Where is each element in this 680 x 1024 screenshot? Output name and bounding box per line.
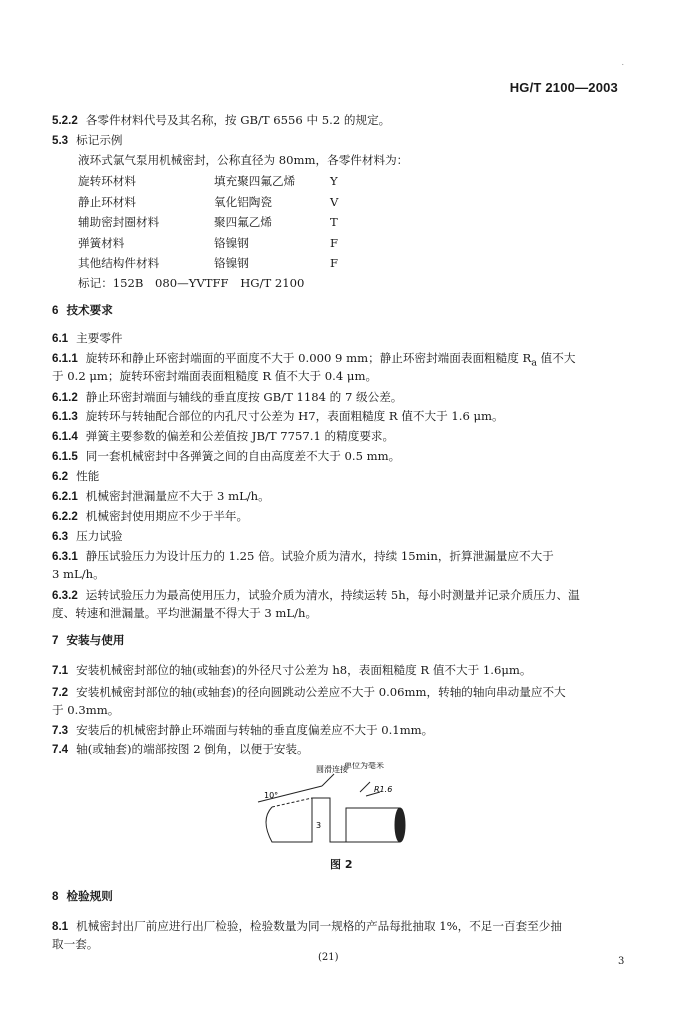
material-part: 其他结构件材料 — [78, 256, 160, 270]
clause-text: 机械密封使用期应不少于半年。 — [85, 509, 249, 523]
clause-text: 机械密封出厂前应进行出厂检验，检验数量为同一规格的产品每批抽取 1%，不足一百套至少抽 — [76, 919, 562, 933]
clause-7-1 — [52, 662, 531, 679]
smooth-connection-label: 圆滑连接 — [316, 765, 348, 774]
clause-number: 6.3.2 — [52, 589, 78, 602]
clause-number: 6.3.1 — [52, 550, 78, 563]
clause-5-2-2 — [52, 112, 390, 129]
clause-8-1-cont: 取一套。 — [52, 937, 99, 951]
material-code: V — [330, 195, 339, 209]
sheet-number: 3 — [618, 956, 625, 967]
clause-text: 各零件材料代号及其名称，按 GB/T 6556 中 5.2 的规定。 — [85, 113, 391, 127]
clause-number: 5.2.2 — [52, 114, 78, 127]
clause-6-1-3 — [52, 408, 504, 425]
section-8-heading — [52, 888, 113, 905]
section-6-heading — [52, 302, 113, 319]
dimension-label: 3 — [316, 821, 322, 830]
clause-6-1-5 — [52, 448, 400, 465]
section-number: 8 — [52, 890, 59, 903]
section-number: 6 — [52, 304, 59, 317]
standard-number: HG/T 2100—2003 — [509, 80, 618, 95]
clause-text: 轴(或轴套)的端部按图 2 倒角，以便于安装。 — [76, 742, 309, 756]
clause-number: 6.1.2 — [52, 391, 78, 404]
clause-7-3 — [52, 722, 433, 739]
material-name: 氧化铝陶瓷 — [214, 195, 272, 209]
material-name: 铬镍钢 — [214, 236, 249, 250]
material-part: 弹簧材料 — [78, 236, 125, 250]
clause-6-1-4 — [52, 428, 394, 445]
corner-mark: . — [621, 58, 624, 67]
clause-6-2 — [52, 468, 99, 485]
material-name: 填充聚四氟乙烯 — [214, 174, 296, 188]
material-code: Y — [330, 174, 338, 188]
clause-text: 同一套机械密封中各弹簧之间的自由高度差不大于 0.5 mm。 — [85, 449, 401, 463]
section-number: 7 — [52, 634, 59, 647]
clause-7-2-cont: 于 0.3mm。 — [52, 703, 120, 717]
clause-text: 旋转环与转轴配合部位的内孔尺寸公差为 H7，表面粗糙度 R 值不大于 1.6 μm。 — [85, 409, 504, 423]
clause-number: 7.2 — [52, 686, 69, 699]
clause-title: 主要零件 — [76, 331, 123, 345]
marking-example: 标记：152B 080—YVTFF HG/T 2100 — [78, 276, 305, 290]
clause-6-3-1-cont: 3 mL/h。 — [52, 567, 105, 581]
clause-text: 机械密封泄漏量应不大于 3 mL/h。 — [85, 489, 270, 503]
material-part: 旋转环材料 — [78, 174, 136, 188]
clause-8-1 — [52, 918, 562, 935]
clause-number: 5.3 — [52, 134, 69, 147]
clause-number: 6.2 — [52, 470, 69, 483]
clause-number: 6.1.3 — [52, 410, 78, 423]
roughness-label: R1.6 — [374, 785, 393, 794]
clause-text: 弹簧主要参数的偏差和公差值按 JB/T 7757.1 的精度要求。 — [85, 429, 395, 443]
clause-title: 压力试验 — [76, 529, 123, 543]
clause-7-2 — [52, 684, 566, 701]
section-title: 检验规则 — [66, 889, 113, 903]
material-code: T — [330, 215, 338, 229]
material-name: 聚四氟乙烯 — [214, 215, 272, 229]
clause-number: 6.1 — [52, 332, 69, 345]
clause-text: 安装机械密封部位的轴(或轴套)的外径尺寸公差为 h8，表面粗糙度 R 值不大于 1.6μm。 — [76, 663, 532, 677]
figure-2-chamfer-drawing — [250, 762, 420, 852]
clause-number: 6.1.1 — [52, 352, 78, 365]
page-number: (21) — [318, 952, 339, 963]
clause-number: 8.1 — [52, 920, 69, 933]
clause-6-2-2 — [52, 508, 248, 525]
clause-text: 旋转环和静止环密封端面的平面度不大于 0.000 9 mm；静止环密封端面表面粗糙度 $R_a$ 值不大 — [85, 351, 576, 369]
clause-number: 7.4 — [52, 743, 69, 756]
unit-label: 单位为毫米 — [344, 762, 384, 770]
angle-label: 10° — [264, 791, 279, 800]
clause-6-3-2-cont: 度、转速和泄漏量。平均泄漏量不得大于 3 mL/h。 — [52, 606, 318, 620]
clause-number: 6.1.5 — [52, 450, 78, 463]
clause-number: 7.3 — [52, 724, 69, 737]
section-title: 安装与使用 — [66, 633, 125, 647]
clause-number: 6.2.1 — [52, 490, 78, 503]
clause-title: 标记示例 — [76, 133, 123, 147]
material-part: 辅助密封圈材料 — [78, 215, 160, 229]
material-code: F — [330, 236, 339, 250]
clause-text: 安装后的机械密封静止环端面与转轴的垂直度偏差应不大于 0.1mm。 — [76, 723, 434, 737]
clause-text: 安装机械密封部位的轴(或轴套)的径向圆跳动公差应不大于 0.06mm，转轴的轴向串动量应不大 — [76, 685, 566, 699]
clause-text: 静止环密封端面与辅线的垂直度按 GB/T 1184 的 7 级公差。 — [85, 390, 403, 404]
clause-7-4 — [52, 741, 309, 758]
material-part: 静止环材料 — [78, 195, 136, 209]
clause-number: 7.1 — [52, 664, 69, 677]
clause-6-3 — [52, 528, 123, 545]
clause-5-3 — [52, 132, 123, 149]
section-7-heading — [52, 632, 124, 649]
clause-6-1 — [52, 330, 123, 347]
material-name: 铬镍钢 — [214, 256, 249, 270]
clause-number: 6.3 — [52, 530, 69, 543]
clause-6-1-2 — [52, 389, 402, 406]
clause-number: 6.1.4 — [52, 430, 78, 443]
clause-6-2-1 — [52, 488, 270, 505]
clause-6-1-1-cont: 于 0.2 μm；旋转环密封端面表面粗糙度 R 值不大于 0.4 μm。 — [52, 369, 378, 383]
example-intro: 液环式氯气泵用机械密封，公称直径为 80mm，各零件材料为： — [78, 153, 409, 167]
material-code: F — [330, 256, 339, 270]
clause-6-3-1 — [52, 548, 554, 565]
clause-title: 性能 — [76, 469, 100, 483]
section-title: 技术要求 — [66, 303, 113, 317]
clause-6-3-2 — [52, 587, 580, 604]
clause-text: 静压试验压力为设计压力的 1.25 倍。试验介质为清水，持续 15min，折算泄漏量应不大于 — [85, 549, 554, 563]
clause-number: 6.2.2 — [52, 510, 78, 523]
clause-text: 运转试验压力为最高使用压力，试验介质为清水，持续运转 5h，每小时测量并记录介质压力、温 — [85, 588, 580, 602]
figure-caption: 图 2 — [330, 858, 353, 871]
